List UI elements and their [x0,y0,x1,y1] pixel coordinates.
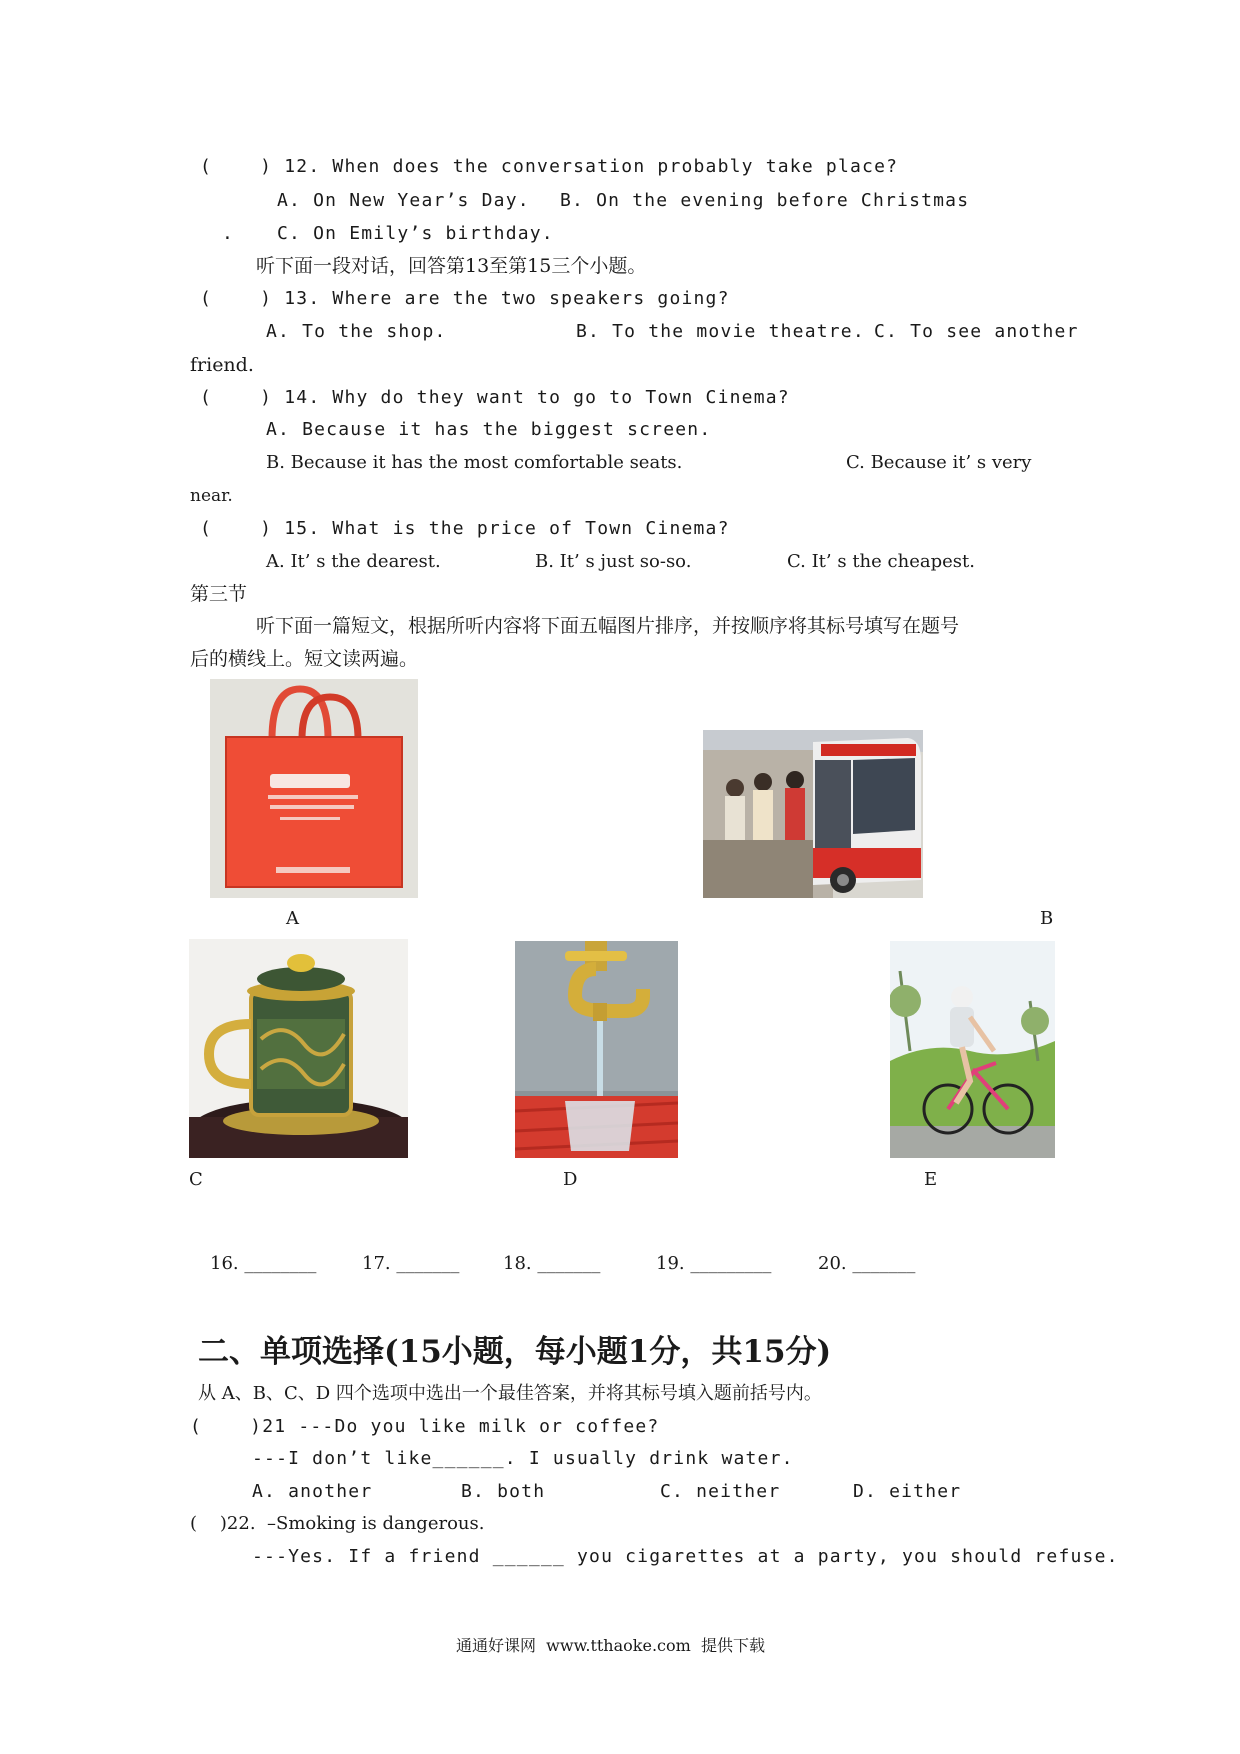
picture-c [189,939,408,1158]
q12-option-a: A. On New Year’s Day. [277,190,530,211]
q12-option-c: C. On Emily’s birthday. [277,223,554,244]
answer-blank-19[interactable]: 19. _________ [656,1253,772,1274]
answer-blank-18[interactable]: 18. _______ [503,1253,601,1274]
picture-b [703,730,923,898]
tap-water-icon [515,941,678,1158]
answer-blank-20[interactable]: 20. _______ [818,1253,916,1274]
q14-option-c-continued: near. [190,486,233,506]
q12-option-b: B. On the evening before Christmas [560,190,970,211]
q12-dot: . [222,223,235,244]
picture-b-label: B [1040,908,1054,929]
q22-stem: ( )22. –Smoking is dangerous. [190,1513,485,1534]
q15-option-b: B. It’ s just so-so. [535,551,692,572]
part2-instruction: 从 A、B、C、D 四个选项中选出一个最佳答案，并将其标号填入题前括号内。 [198,1383,822,1404]
q14-option-a: A. Because it has the biggest screen. [266,419,712,440]
q21-line2: ---I don’t like______. I usually drink water. [252,1448,794,1469]
section3-instruction-line1: 听下面一篇短文，根据所听内容将下面五幅图片排序，并按顺序将其标号填写在题号 [256,615,960,637]
bus-icon [703,730,923,898]
answer-blank-17[interactable]: 17. _______ [362,1253,460,1274]
q15-option-a: A. It’ s the dearest. [266,551,441,572]
q13-option-c-continued: friend. [190,354,254,376]
footer-source: 通通好课网 www.tthaoke.com 提供下载 [456,1636,765,1655]
section3-heading: 第三节 [190,583,248,605]
cyclist-icon [890,941,1055,1158]
picture-d-label: D [563,1169,578,1190]
q15-stem: ( ) 15. What is the price of Town Cinema? [200,518,730,539]
tea-cup-icon [189,939,408,1158]
q21-option-c: C. neither [660,1481,781,1502]
part2-heading: 二、单项选择(15小题，每小题1分，共15分) [198,1334,832,1370]
q14-stem: ( ) 14. Why do they want to go to Town Cinema? [200,387,790,408]
q13-option-b: B. To the movie theatre. [576,321,865,342]
q14-option-b: B. Because it has the most comfortable seats. [266,452,683,473]
q12-stem: ( ) 12. When does the conversation probably take place? [200,156,899,177]
q21-option-a: A. another [252,1481,373,1502]
q13-option-c: C. To see another [874,321,1079,342]
picture-c-label: C [189,1169,203,1190]
picture-a-label: A [286,908,299,929]
picture-e-label: E [924,1169,938,1190]
answer-blank-16[interactable]: 16. ________ [210,1253,317,1274]
q14-option-c: C. Because it’ s very [846,452,1032,473]
q22-line2: ---Yes. If a friend ______ you cigarettes at a party, you should refuse. [252,1546,1119,1567]
instruction-13-15: 听下面一段对话，回答第13至第15三个小题。 [256,255,647,277]
picture-e [890,941,1055,1158]
red-bag-icon [210,679,418,898]
q21-option-d: D. either [853,1481,962,1502]
section3-instruction-line2: 后的横线上。短文读两遍。 [190,648,419,670]
q15-option-c: C. It’ s the cheapest. [787,551,975,572]
picture-a [210,679,418,898]
picture-d [515,941,678,1158]
q13-stem: ( ) 13. Where are the two speakers going? [200,288,730,309]
q21-stem: ( )21 ---Do you like milk or coffee? [190,1416,660,1437]
q21-option-b: B. both [461,1481,546,1502]
q13-option-a: A. To the shop. [266,321,447,342]
